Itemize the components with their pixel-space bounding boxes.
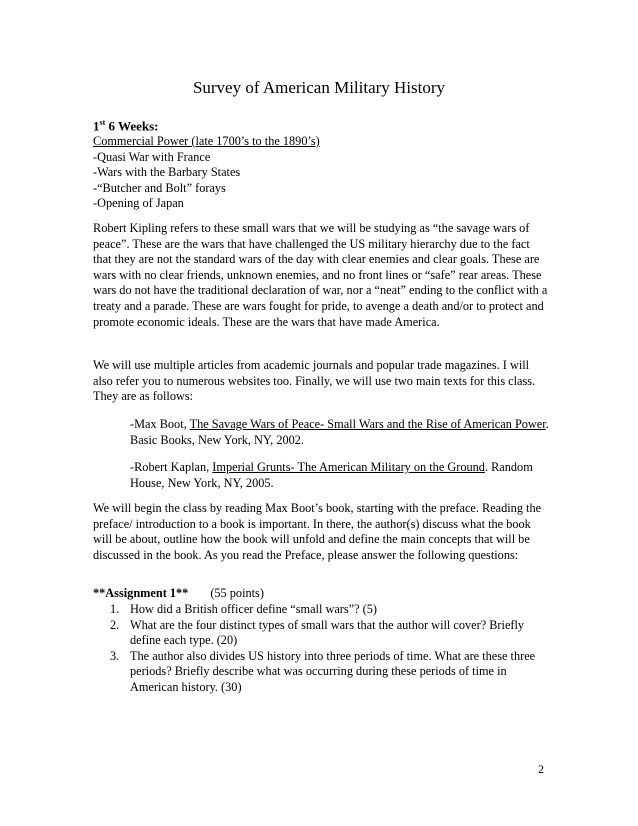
topic-heading: Commercial Power (late 1700’s to the 1890’s) [93,134,320,148]
texts-paragraph: We will use multiple articles from academic journals and popular trade magazines. I will also refer you to numerous websites too. Finally, we will use two main texts for this class. They are as follows: [93,358,536,404]
section-heading-text: 6 Weeks: [105,118,159,134]
section-heading-number: 1 [93,118,100,134]
topic-item: -Opening of Japan [93,196,184,211]
reading-paragraph: We will begin the class by reading Max Boot’s book, starting with the preface. Reading the preface/ introduction to a book is important. In there, the author(s) discuss what the book will be about, outline how the book will unfold and define the main concepts that will be discussed in the book. As you read the Preface, please answer the following questions: [93,501,542,562]
question-text: What are the four distinct types of small wars that the author will cover? Briefly define each type. (20) [130,617,525,648]
assignment-heading [93,586,264,601]
reference-publisher: . Random House, New York, NY, 2005. [130,460,533,490]
question-number: 3. [110,648,120,663]
reference-author: -Max Boot, [130,417,190,431]
question-list [110,602,550,696]
reference-item [130,417,550,448]
question-number: 2. [110,617,120,632]
question-item [110,618,550,649]
question-item [110,602,550,618]
page-title: Survey of American Military History [192,78,446,97]
question-text: How did a British officer define “small wars”? (5) [130,602,377,616]
topic-item: -Quasi War with France [93,149,211,164]
reference-item [130,460,550,491]
reference-publisher: . Basic Books, New York, NY, 2002. [130,417,549,447]
topic-item: -“Butcher and Bolt” forays [93,180,226,195]
section-heading [93,118,159,134]
question-number: 1. [110,602,120,616]
question-item [110,649,550,696]
topic-item: -Wars with the Barbary States [93,165,241,180]
reference-title: Imperial Grunts- The American Military on the Ground [212,460,485,474]
assignment-label: **Assignment 1** [93,586,189,600]
assignment-points: (55 points) [210,586,264,600]
reference-title: The Savage Wars of Peace- Small Wars and the Rise of American Power [189,417,546,431]
intro-paragraph: Robert Kipling refers to these small wars that we will be studying as “the savage wars of peace”. These are the wars that have challenged the US military hierarchy due to the fact that they are not the standard wars of the day with clear enemies and clear goals. These are wars with no clear friends, unknown enemies, and no front lines or “safe” rear areas. These wars do not have the traditional declaration of war, nor a “neat” ending to the conflict with a treaty and a parade. These are wars fought for pride, to avenge a death and/or to protect and promote economic ideals. These are the wars that have made America. [93,221,548,329]
question-text: The author also divides US history into three periods of time. What are these three periods? Briefly describe what was occurring during these periods of time in American history. (30) [130,648,536,694]
section-heading-ordinal: st [99,118,106,127]
reference-author: -Robert Kaplan, [130,460,213,474]
topic-list [93,134,548,212]
page-number: 2 [538,762,544,776]
